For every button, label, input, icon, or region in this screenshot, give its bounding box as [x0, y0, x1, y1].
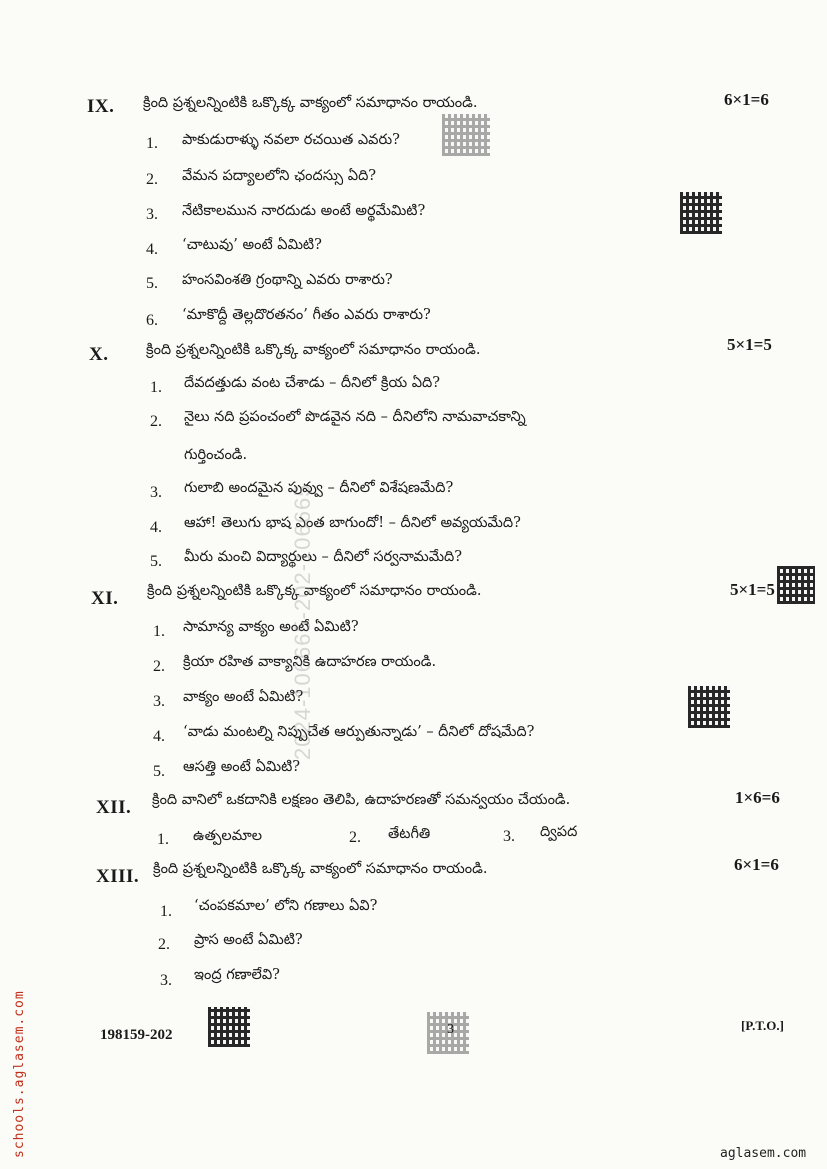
question-text: వాక్యం అంటే ఏమిటి? [183, 689, 304, 705]
question-number: 6. [146, 312, 158, 329]
qr-code-icon [208, 1007, 250, 1047]
question-text: గులాబి అందమైన పువ్వు – దీనిలో విశేషణమేది? [184, 480, 454, 496]
section-marks: 1×6=6 [735, 788, 780, 807]
question-text: నైలు నది ప్రపంచంలో పొడవైన నది – దీనిలోని నామవాచకాన్ని [184, 409, 526, 425]
question-number: 1. [150, 379, 162, 396]
question-number: 5. [146, 275, 158, 292]
section-marks: 5×1=5 [730, 580, 775, 599]
section-marks: 6×1=6 [734, 855, 779, 874]
section-number: IX. [87, 96, 115, 117]
question-number: 2. [150, 413, 162, 430]
question-number: 3. [153, 693, 165, 710]
section-marks: 6×1=6 [724, 90, 769, 109]
question-text: ఇంద్ర గణాలేవి? [194, 967, 280, 983]
question-number: 4. [146, 241, 158, 258]
question-text: క్రియా రహిత వాక్యానికి ఉదాహరణ రాయండి. [183, 654, 437, 670]
qr-code-icon [777, 566, 815, 604]
option-text: ఉత్పలమాల [193, 828, 262, 844]
question-number: 5. [150, 553, 162, 570]
option-text: ద్విపద [540, 824, 578, 840]
option-number: 2. [349, 829, 361, 846]
question-text: ‘మాకొద్దీ తెల్లదొరతనం’ గీతం ఎవరు రాశారు? [182, 307, 431, 323]
watermark: 2024-106665-202-106665 [290, 483, 315, 760]
question-text: ‘చంపకమాల’ లోని గణాలు ఏవి? [194, 898, 378, 914]
section-instruction: క్రింది ప్రశ్నలన్నింటికి ఒక్కొక్క వాక్యంలో సమాధానం రాయండి. [143, 95, 478, 111]
question-number: 3. [146, 206, 158, 223]
qr-code-icon [688, 686, 730, 728]
question-number: 1. [160, 903, 172, 920]
question-text: ఆసత్తి అంటే ఏమిటి? [183, 759, 301, 775]
question-number: 4. [153, 728, 165, 745]
pto-label: [P.T.O.] [741, 1018, 784, 1033]
question-text: ఆహా! తెలుగు భాష ఎంత బాగుందో! – దీనిలో అవ్యయమేది? [184, 515, 521, 531]
question-text: హంసవింశతి గ్రంథాన్ని ఎవరు రాశారు? [182, 272, 393, 288]
question-number: 1. [153, 623, 165, 640]
question-text: సామాన్య వాక్యం అంటే ఏమిటి? [183, 619, 359, 635]
question-text: దేవదత్తుడు వంట చేశాడు – దీనిలో క్రియ ఏది? [184, 375, 441, 391]
side-url: schools.aglasem.com [12, 990, 27, 1158]
section-number: XII. [96, 797, 132, 818]
section-instruction: క్రింది ప్రశ్నలన్నింటికి ఒక్కొక్క వాక్యంలో సమాధానం రాయండి. [153, 861, 488, 877]
section-marks: 5×1=5 [727, 335, 772, 354]
section-instruction: క్రింది ప్రశ్నలన్నింటికి ఒక్కొక్క వాక్యంలో సమాధానం రాయండి. [146, 342, 481, 358]
question-number: 2. [158, 936, 170, 953]
page-number: 3 [447, 1022, 454, 1037]
question-number: 4. [150, 519, 162, 536]
question-number: 3. [160, 972, 172, 989]
question-number: 2. [153, 658, 165, 675]
option-number: 3. [503, 828, 515, 845]
question-text: వేమన పద్యాలలోని ఛందస్సు ఏది? [182, 168, 377, 184]
section-instruction: క్రింది వానిలో ఒకదానికి లక్షణం తెలిపి, ఉదాహరణతో సమన్వయం చేయండి. [152, 792, 571, 808]
question-text: ‘చాటువు’ అంటే ఏమిటి? [182, 237, 322, 253]
question-text: మీరు మంచి విద్యార్థులు – దీనిలో సర్వనామమేది? [184, 549, 463, 565]
question-text: నేటికాలమున నారదుడు అంటే అర్థమేమిటి? [182, 203, 426, 219]
question-continuation: గుర్తించండి. [184, 447, 248, 463]
question-number: 1. [146, 135, 158, 152]
question-number: 3. [150, 484, 162, 501]
question-number: 5. [153, 763, 165, 780]
qr-code-icon [680, 192, 722, 234]
question-text: ప్రాస అంటే ఏమిటి? [194, 932, 303, 948]
question-text: పాకుడురాళ్ళు నవలా రచయిత ఎవరు? [182, 132, 400, 148]
section-number: XIII. [96, 866, 140, 887]
site-url: aglasem.com [720, 1146, 807, 1161]
option-number: 1. [157, 831, 169, 848]
qr-code-icon [442, 114, 490, 156]
option-text: తేటగీతి [388, 826, 431, 842]
question-number: 2. [146, 171, 158, 188]
question-text: ‘వాడు మంటల్ని నిప్పుచేత ఆర్పుతున్నాడు’ – దీనిలో దోషమేది? [183, 724, 535, 740]
section-instruction: క్రింది ప్రశ్నలన్నింటికి ఒక్కొక్క వాక్యంలో సమాధానం రాయండి. [147, 583, 482, 599]
section-number: X. [89, 344, 109, 365]
paper-code: 198159-202 [100, 1027, 173, 1043]
section-number: XI. [91, 588, 119, 609]
